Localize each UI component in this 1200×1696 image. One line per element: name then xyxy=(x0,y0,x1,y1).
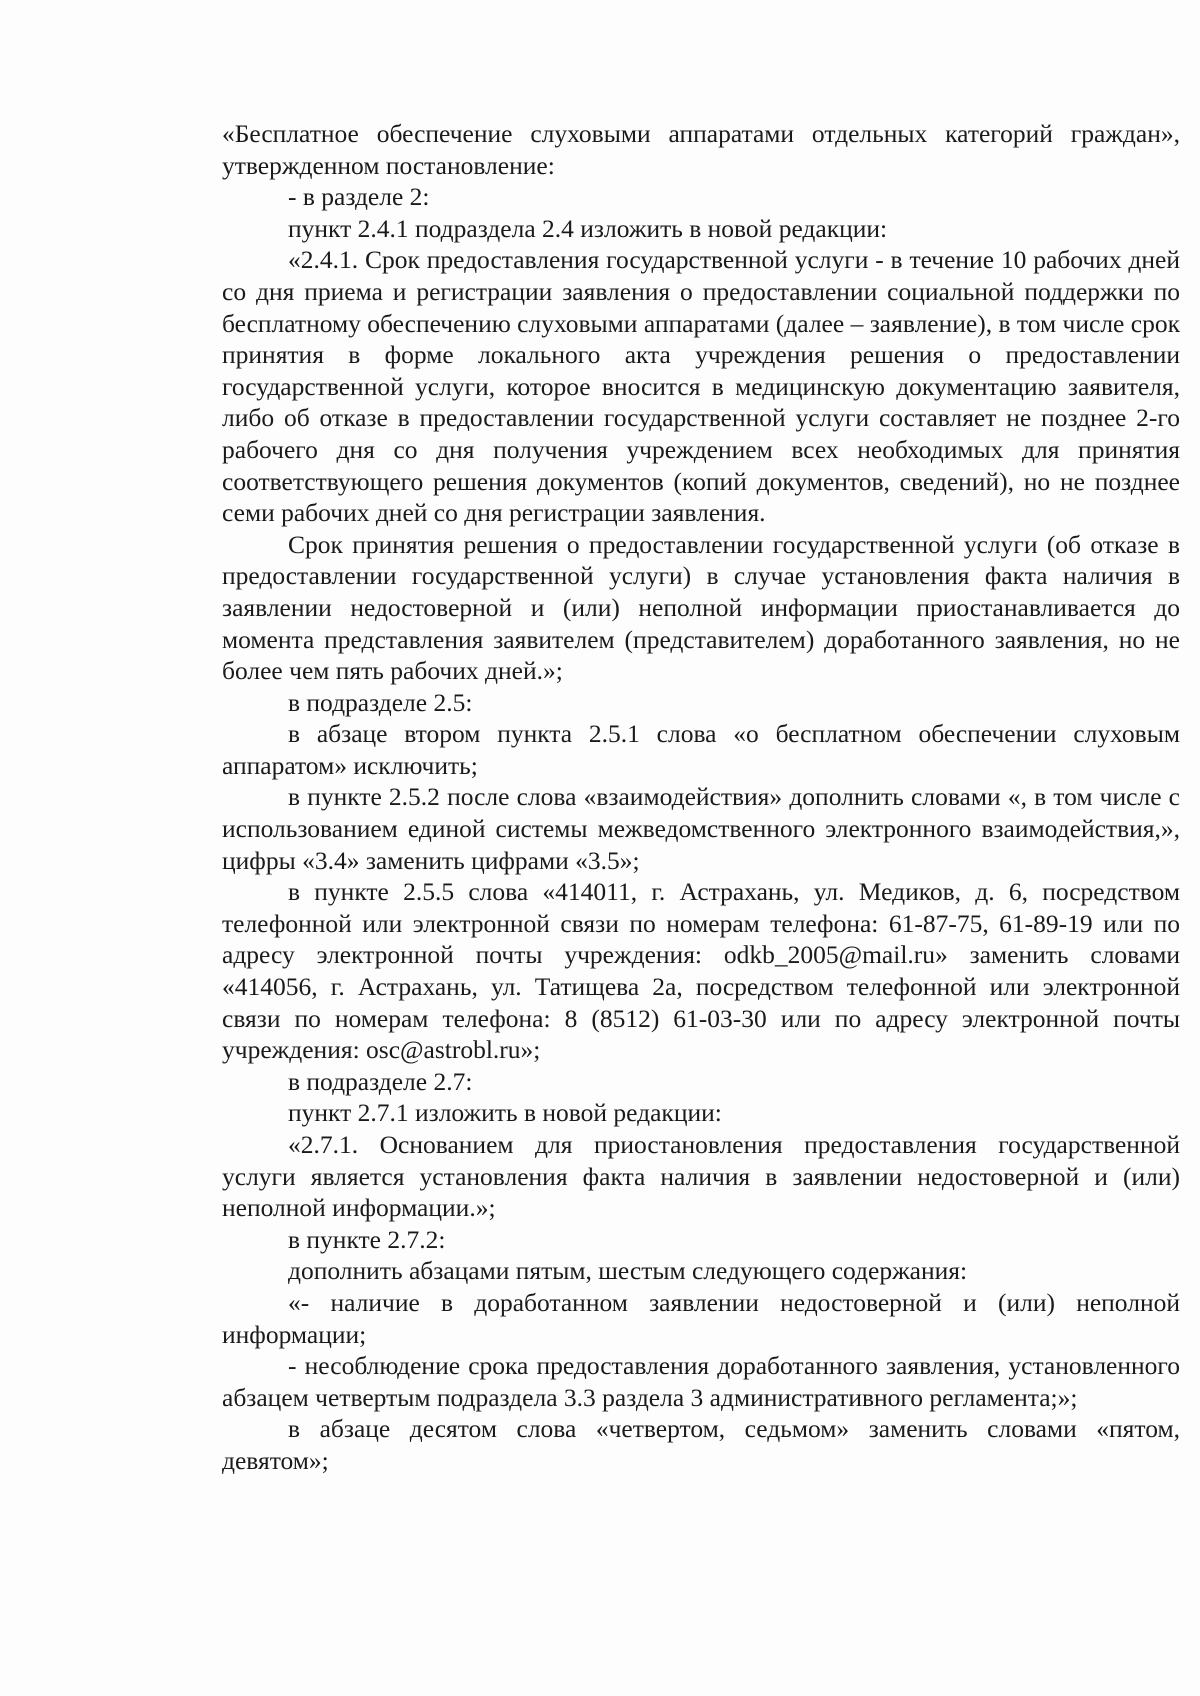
paragraph-clause-2-5-2: в пункте 2.5.2 после слова «взаимодействия» дополнить словами «, в том числе с использованием единой системы межведомственного электронного взаимодействия,», цифры «3.4» заменить цифрами «3.5»; xyxy=(222,782,1180,875)
document-body xyxy=(222,118,1180,1477)
paragraph-bullet-incomplete-info: «- наличие в доработанном заявлении недостоверной и (или) неполной информации; xyxy=(222,1287,1180,1349)
paragraph-subsection-2-5: в подразделе 2.5: xyxy=(288,687,473,717)
paragraph-clause-2-7-1-text: «2.7.1. Основанием для приостановления предоставления государственной услуги является установления факта наличия в заявлении недостоверной и (или) неполной информации.»; xyxy=(222,1130,1180,1223)
paragraph-clause-2-7-1-intro: пункт 2.7.1 изложить в новой редакции: xyxy=(288,1098,722,1128)
paragraph-intro: «Бесплатное обеспечение слуховыми аппаратами отдельных категорий граждан», утвержденном постановление: xyxy=(222,119,1180,180)
paragraph-bullet-deadline: - несоблюдение срока предоставления доработанного заявления, установленного абзацем четвертым подраздела 3.3 раздела 3 административного регламента;»; xyxy=(222,1351,1180,1412)
paragraph-clause-2-5-5: в пункте 2.5.5 слова «414011, г. Астрахань, ул. Медиков, д. 6, посредством телефонной или электронной связи по номерам телефона: 61-87-75, 61-89-19 или по адресу электронной почты учреждения: odkb_2005@mail.ru» заменить словами «414056, г. Астрахань, ул. Татищева 2а, посредством телефонной или электронной связи по номерам телефона: 8 (8512) 61-03-30 или по адресу электронной почты учреждения: osc@astrobl.ru»; xyxy=(222,877,1180,1065)
paragraph-clause-2-7-2: в пункте 2.7.2: xyxy=(288,1224,446,1254)
paragraph-tenth-paragraph: в абзаце десятом слова «четвертом, седьмом» заменить словами «пятом, девятом»; xyxy=(222,1414,1180,1475)
paragraph-clause-2-5-1: в абзаце втором пункта 2.5.1 слова «о бесплатном обеспечении слуховым аппаратом» исключить; xyxy=(222,719,1180,780)
paragraph-add-paragraphs: дополнить абзацами пятым, шестым следующего содержания: xyxy=(288,1256,968,1286)
paragraph-section-2: - в разделе 2: xyxy=(288,182,430,212)
paragraph-clause-2-4-1-text: «2.4.1. Срок предоставления государственной услуги - в течение 10 рабочих дней со дня приема и регистрации заявления о предоставлении социальной поддержки по бесплатному обеспечению слуховыми аппаратами (далее – заявление), в том числе срок принятия в форме локального акта учреждения решения о предоставлении государственной услуги, которое вносится в медицинскую документацию заявителя, либо об отказе в предоставлении государственной услуги составляет не позднее 2-го рабочего дня со дня получения учреждением всех необходимых для принятия соответствующего решения документов (копий документов, сведений), но не позднее семи рабочих дней со дня регистрации заявления. xyxy=(222,245,1180,528)
paragraph-clause-2-4-1-intro: пункт 2.4.1 подраздела 2.4 изложить в новой редакции: xyxy=(288,213,888,243)
paragraph-subsection-2-7: в подразделе 2.7: xyxy=(288,1066,473,1096)
paragraph-decision-term: Срок принятия решения о предоставлении государственной услуги (об отказе в предоставлении государственной услуги) в случае установления факта наличия в заявлении недостоверной и (или) неполной информации приостанавливается до момента представления заявителем (представителем) доработанного заявления, но не более чем пять рабочих дней.»; xyxy=(222,529,1180,686)
